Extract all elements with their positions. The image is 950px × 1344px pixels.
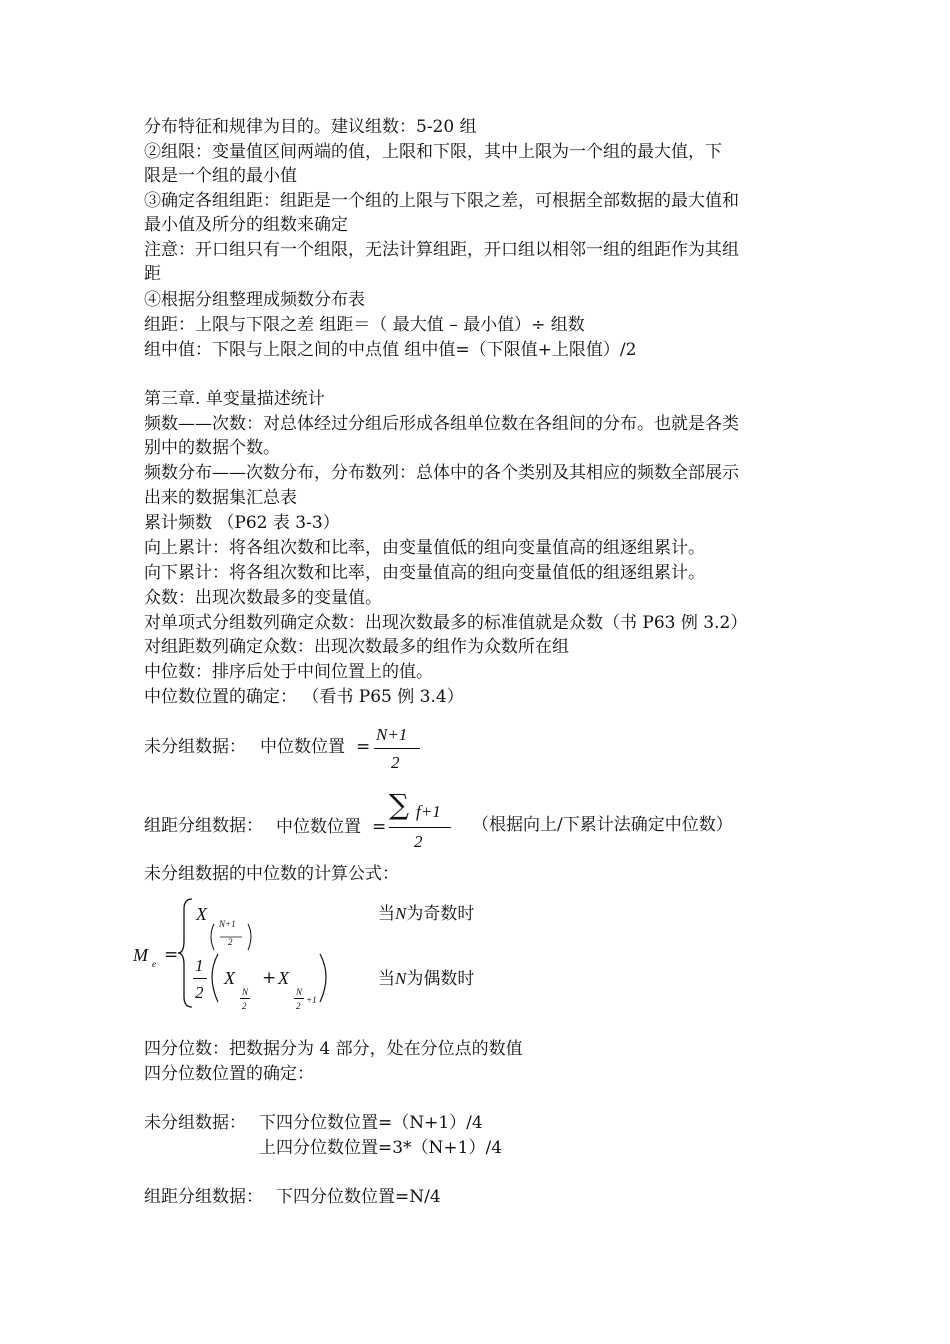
half-denominator: 2 [195,983,204,1002]
condition-suffix: 为偶数时 [406,969,475,989]
case2-variable-1: X [224,968,235,988]
case2-sub2-plus: +1 [306,995,317,1005]
median-symbol: M [133,945,148,965]
summation-sign: ∑ [389,788,409,821]
fraction-numerator: f+1 [416,802,441,821]
formula-label: 未分组数据： [144,737,246,757]
text-line: 出来的数据集汇总表 [144,488,297,508]
text-line: 四分位数：把数据分为 4 部分，处在分位点的数值 [144,1039,523,1059]
condition-variable: N [395,969,407,988]
case2-sub1-bar [240,998,250,999]
text-line: 中位数：排序后处于中间位置上的值。 [144,662,433,682]
equals-sign: = [372,817,387,837]
text-line: 向上累计：将各组次数和比率，由变量值低的组向变量值高的组逐组累计。 [144,538,705,558]
fraction-bar [389,827,451,828]
left-brace-icon [178,897,194,1009]
half-numerator: 1 [195,956,204,975]
condition-prefix: 当 [378,969,395,989]
text-line: 对单项式分组数列确定众数：出现次数最多的标准值就是众数（书 P63 例 3.2） [144,613,748,633]
text-line: 组中值：下限与上限之间的中点值 组中值=（下限值+上限值）/2 [144,340,637,360]
fraction-denominator: 2 [414,832,423,851]
median-subscript: e [152,959,156,969]
case1-condition [378,902,474,926]
equals-sign: = [164,945,179,965]
case2-sub2-numerator: N [296,987,303,997]
text-line: 距 [144,264,161,284]
text-line: 注意：开口组只有一个组限，无法计算组距，开口组以相邻一组的组距作为其组 [144,240,739,260]
fraction-bar [374,748,420,749]
case1-subscript-numerator: N+1 [219,919,236,929]
text-line: 频数——次数：对总体经过分组后形成各组单位数在各组间的分布。也就是各类 [144,414,739,434]
text-line: 向下累计：将各组次数和比率，由变量值高的组向变量值低的组逐组累计。 [144,563,705,583]
text-line: 众数：出现次数最多的变量值。 [144,588,382,608]
case1-subscript-denominator: 2 [228,937,233,947]
formula-note: （根据向上/下累计法确定中位数） [472,815,733,835]
fraction-numerator: N+1 [376,725,408,744]
case2-condition [378,967,474,991]
case2-variable-2: X [278,968,289,988]
condition-prefix: 当 [378,904,395,924]
text-line: ④根据分组整理成频数分布表 [144,290,365,310]
text-line: 对组距数列确定众数：出现次数最多的组作为众数所在组 [144,637,569,657]
text-line: 组距：上限与下限之差 组距＝（ 最大值 – 最小值）÷ 组数 [144,315,585,335]
case2-sub1-numerator: N [242,987,249,997]
text-line: 四分位数位置的确定： [144,1064,314,1084]
quartile-ungrouped-label: 未分组数据： [144,1113,246,1133]
formula-lhs: 中位数位置 [260,737,345,757]
text-line: 未分组数据的中位数的计算公式： [144,864,399,884]
text-line: 中位数位置的确定： （看书 P65 例 3.4） [144,687,464,707]
condition-suffix: 为奇数时 [406,904,475,924]
text-line: 限是一个组的最小值 [144,166,297,186]
formula-label: 组距分组数据： [144,816,263,836]
lower-quartile-position-ungrouped: 下四分位数位置=（N+1）/4 [259,1113,483,1133]
half-fraction-bar [193,978,207,979]
text-line: ③确定各组组距：组距是一个组的上限与下限之差，可根据全部数据的最大值和 [144,191,739,211]
text-line: ②组限：变量值区间两端的值，上限和下限，其中上限为一个组的最大值，下 [144,142,722,162]
case2-sub2-bar [294,998,304,999]
lower-quartile-position-grouped: 下四分位数位置=N/4 [276,1187,441,1207]
formula-lhs: 中位数位置 [276,817,361,837]
equals-sign: = [356,737,371,757]
case2-sub1-denominator: 2 [242,1001,247,1011]
case2-sub2-denominator: 2 [296,1001,301,1011]
case1-variable: X [196,904,207,924]
quartile-grouped-label: 组距分组数据： [144,1187,263,1207]
text-line: 最小值及所分的组数来确定 [144,215,348,235]
text-line: 累计频数 （P62 表 3-3） [144,513,340,533]
chapter-heading: 第三章. 单变量描述统计 [144,389,325,409]
fraction-denominator: 2 [391,753,400,772]
text-line: 频数分布——次数分布，分布数列：总体中的各个类别及其相应的频数全部展示 [144,463,739,483]
text-line: 别中的数据个数。 [144,438,280,458]
text-line: 分布特征和规律为目的。建议组数：5-20 组 [144,117,477,137]
plus-sign: + [262,968,277,988]
upper-quartile-position-ungrouped: 上四分位数位置=3*（N+1）/4 [259,1138,503,1158]
condition-variable: N [395,904,407,923]
